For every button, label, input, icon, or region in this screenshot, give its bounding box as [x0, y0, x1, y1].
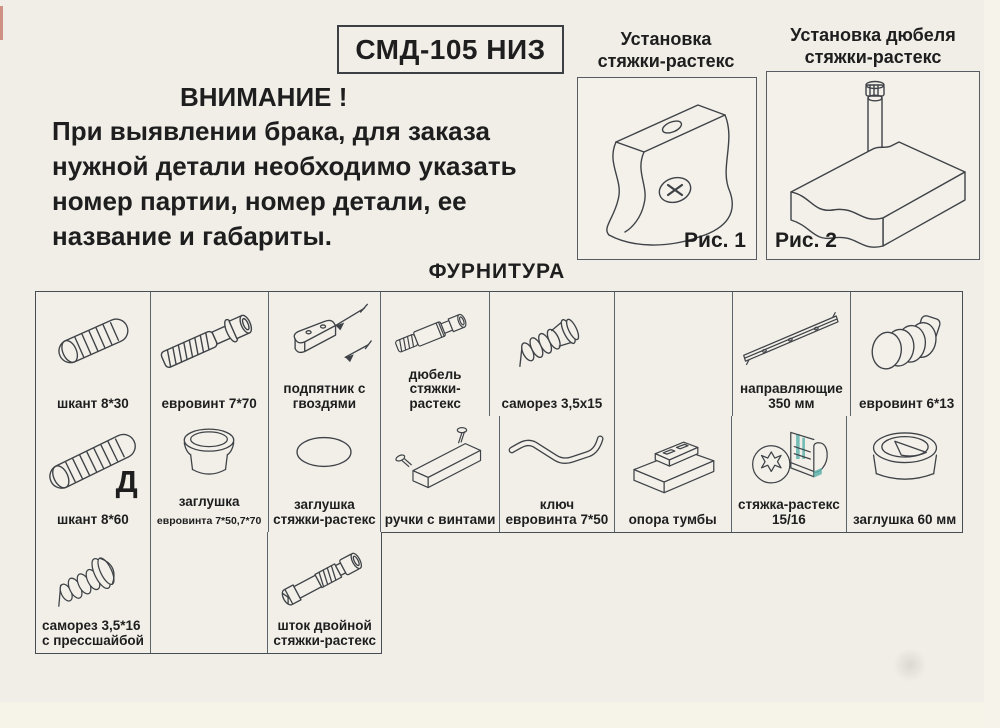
warning-line: номер партии, номер детали, ее [52, 186, 467, 216]
rastex-cam-lock-icon [736, 420, 842, 498]
table-cell [851, 292, 962, 416]
part-label: евровинт 6*13 [859, 395, 955, 411]
fig1-box [577, 77, 757, 260]
table-cell [381, 292, 490, 416]
detail-marker: Д [115, 464, 138, 499]
rastex-dowel-bolt-icon [384, 296, 486, 368]
hardware-table-row [35, 532, 382, 654]
warning-line: нужной детали необходимо указать [52, 151, 517, 181]
part-label: шкант 8*60 [56, 511, 129, 527]
table-cell [381, 416, 500, 532]
table-cell [490, 292, 615, 416]
table-cell [36, 532, 151, 653]
round-cap-60mm-icon [852, 420, 958, 494]
table-cell [269, 292, 382, 416]
table-cell-empty [151, 532, 269, 653]
warning-heading: ВНИМАНИЕ ! [180, 82, 348, 112]
cabinet-foot-icon [617, 420, 729, 498]
hex-key-icon [502, 420, 612, 482]
part-label [615, 292, 732, 297]
table-cell [615, 416, 732, 532]
warning-text [52, 114, 592, 254]
scan-edge-bottom [0, 702, 1000, 728]
model-title-box [337, 25, 564, 74]
self-tapping-screw-icon [500, 296, 604, 384]
scan-edge-right [984, 0, 1000, 728]
table-cell [269, 416, 382, 532]
hardware-heading: ФУРНИТУРА [428, 260, 566, 283]
part-label: ключ евровинта 7*50 [505, 497, 609, 527]
part-label: стяжка-растекс 15/16 [737, 497, 840, 527]
part-label: ручки с винтами [384, 511, 496, 527]
foot-plate-with-nails-icon [272, 296, 376, 382]
part-label [151, 532, 268, 537]
fig1-caption: Рис. 1 [684, 229, 746, 252]
warning-line: название и габариты. [52, 221, 332, 251]
part-label: заглушка стяжки-растекс [273, 497, 376, 527]
handle-with-screws-icon [384, 420, 496, 496]
part-label: саморез 3,5х15 [501, 395, 603, 411]
fig2-caption: Рис. 2 [775, 229, 837, 252]
scan-smudge [893, 648, 927, 682]
part-label: шток двойной стяжки-растекс [273, 618, 376, 648]
part-label: направляющие 350 мм [739, 381, 843, 411]
part-label: дюбель стяжки-растекс [408, 366, 462, 411]
part-label: шкант 8*30 [56, 395, 129, 411]
hardware-table-row [35, 291, 963, 417]
euro-screw-short-icon [855, 296, 959, 384]
warning-line: При выявлении брака, для заказа [52, 116, 490, 146]
fig2-heading: Установка дюбеля стяжки-растекс [790, 25, 956, 67]
euro-screw-cap-icon [157, 420, 261, 486]
part-label: опора тумбы [628, 511, 717, 527]
drawer-slides-icon [734, 296, 848, 382]
table-cell [268, 532, 381, 653]
part-label: евровинт 7*70 [161, 395, 257, 411]
part-sublabel: евровинта 7*50,7*70 [156, 515, 262, 527]
table-cell [500, 416, 615, 532]
table-cell [732, 416, 848, 532]
part-label: заглушка [178, 493, 240, 509]
fig2-box [766, 71, 980, 260]
table-cell-empty [615, 292, 733, 416]
part-label: саморез 3,5*16 с прессшайбой [42, 618, 144, 648]
fig1-heading: Установка стяжки-растекс [597, 29, 735, 71]
part-label: заглушка 60 мм [853, 511, 957, 527]
double-rastex-rod-icon [271, 536, 379, 619]
part-label: подпятник с гвоздями [283, 381, 366, 411]
euro-screw-long-icon [155, 296, 263, 384]
hardware-table-row [35, 416, 963, 533]
table-cell [36, 292, 151, 416]
dowel-short-icon [41, 296, 145, 384]
table-cell [151, 416, 269, 532]
screw-with-press-washer-icon [40, 536, 146, 619]
table-cell [36, 416, 151, 532]
model-title: СМД-105 НИЗ [355, 33, 546, 65]
table-cell [733, 292, 852, 416]
scan-artifact [0, 6, 3, 40]
table-cell [847, 416, 962, 532]
table-cell [151, 292, 269, 416]
rastex-cap-icon [272, 420, 376, 484]
